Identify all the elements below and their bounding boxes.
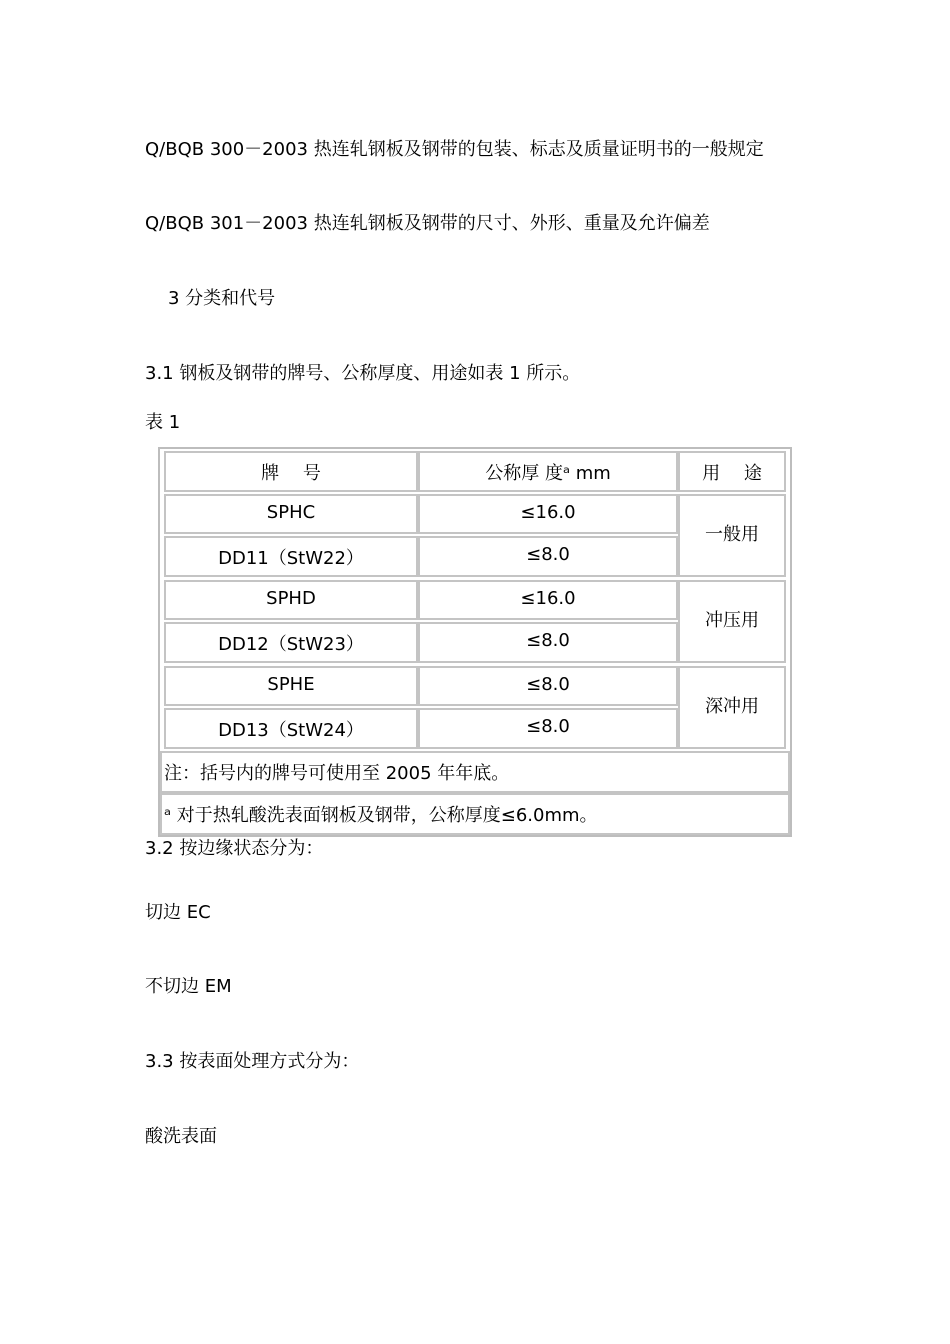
table-caption: 表 1 [145,412,181,433]
usage-general: 一般用 [678,494,786,577]
clause-3-2: 3.2 按边缘状态分为： [145,838,324,859]
table-row-thickness: ≤8.0 [418,622,678,663]
table-row-thickness: ≤16.0 [418,580,678,620]
table-row-grade: SPHE [164,666,418,706]
usage-deep-drawing: 深冲用 [678,666,786,749]
table-row-grade: DD13（StW24） [164,708,418,749]
clause-3-1: 3.1 钢板及钢带的牌号、公称厚度、用途如表 1 所示。 [145,363,581,384]
table-row-grade: DD11（StW22） [164,536,418,577]
table-row-thickness: ≤8.0 [418,666,678,706]
reference-standard-301: Q/BQB 301－2003 热连轧钢板及钢带的尺寸、外形、重量及允许偏差 [145,213,710,234]
reference-standard-300: Q/BQB 300－2003 热连轧钢板及钢带的包装、标志及质量证明书的一般规定 [145,139,764,160]
section-heading-3: 3 分类和代号 [168,288,276,309]
table-note-2: ᵃ 对于热轧酸洗表面钢板及钢带，公称厚度≤6.0mm。 [160,793,790,835]
edge-trimmed: 切边 EC [145,902,211,923]
table-row-thickness: ≤8.0 [418,708,678,749]
usage-stamping: 冲压用 [678,580,786,663]
table-row-grade: DD12（StW23） [164,622,418,663]
surface-pickled: 酸洗表面 [145,1126,217,1147]
edge-untrimmed: 不切边 EM [145,976,232,997]
header-grade: 牌 号 [164,451,418,492]
clause-3-3: 3.3 按表面处理方式分为： [145,1051,360,1072]
table-row-grade: SPHC [164,494,418,534]
header-usage: 用 途 [678,451,786,492]
header-thickness: 公称厚 度ᵃ mm [418,451,678,492]
table-row-grade: SPHD [164,580,418,620]
table-row-thickness: ≤8.0 [418,536,678,577]
table-row-thickness: ≤16.0 [418,494,678,534]
table-note-1: 注：括号内的牌号可使用至 2005 年年底。 [160,751,790,793]
grade-table [158,447,792,837]
